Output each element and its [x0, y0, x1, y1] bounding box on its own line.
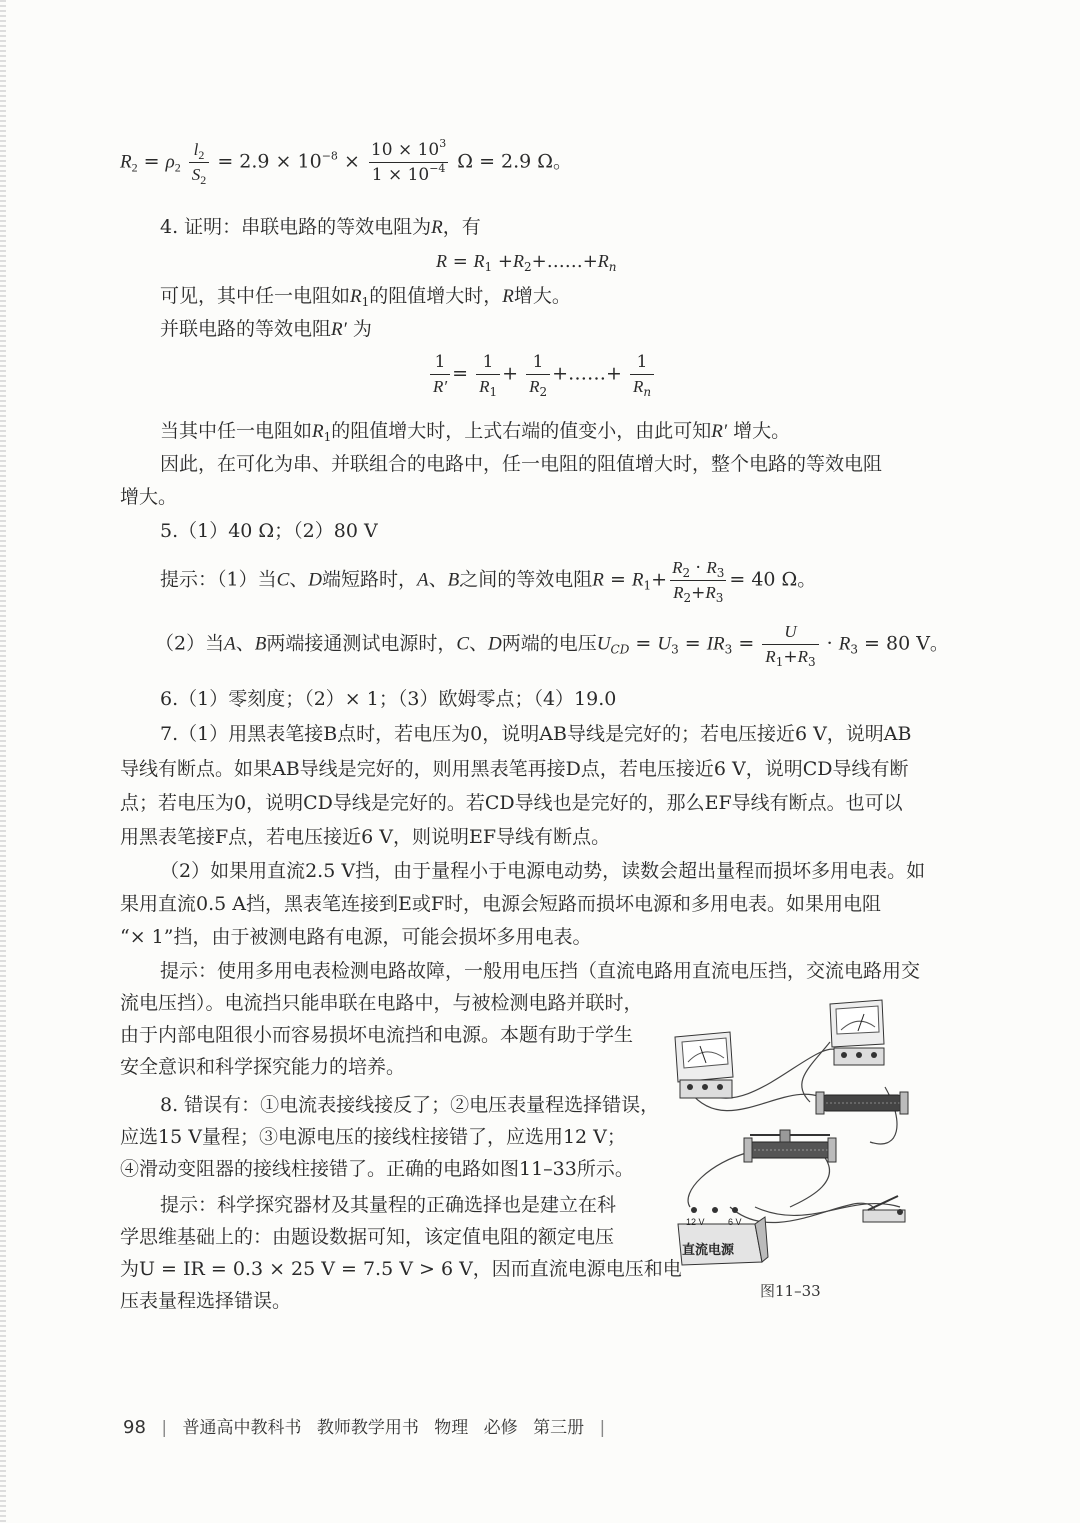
q5-hint-2: （2）当A、B两端接通测试电源时，C、D两端的电压$U_{CD} = U_3 = IR_3$ = $\frac{U}{R_1+R_3}$ · $R_3 = 80$ V。 — [155, 622, 949, 669]
label-12v: 12 V — [686, 1217, 705, 1227]
q8-line-3: ④滑动变阻器的接线柱接错了。正确的电路如图11–33所示。 — [120, 1158, 634, 1180]
footer-course: 必修 — [483, 1418, 518, 1438]
fixed-resistor — [816, 1092, 908, 1114]
footer-volume: 第三册 — [533, 1418, 585, 1438]
figure-caption: 图11–33 — [760, 1282, 821, 1300]
q8-line-2: 应选15 V量程；③电源电压的接线柱接错了，应选用12 V； — [120, 1126, 626, 1148]
page-edge-texture — [0, 0, 6, 1523]
q7-line-2: 导线有断点。如果AB导线是完好的，则用黑表笔再接D点，若电压接近6 V，说明CD导线有断 — [120, 758, 909, 780]
dc-power-supply — [678, 1207, 768, 1265]
footer-book: 普通高中教科书 — [182, 1418, 302, 1438]
q5-answer: 5.（1）40 Ω；（2）80 V — [160, 520, 378, 542]
page-number: 98 — [123, 1417, 146, 1438]
switch — [863, 1196, 905, 1222]
circuit-figure — [670, 992, 922, 1267]
q4-paragraph-1: 可见，其中任一电阻如$R_1$的阻值增大时，R增大。 — [160, 285, 571, 309]
footer-subject: 物理 — [434, 1418, 469, 1438]
page-footer: 98 | 普通高中教科书 教师教学用书 物理 必修 第三册 | — [123, 1417, 606, 1438]
q7-line-3: 点；若电压为0，说明CD导线是完好的。若CD导线也是完好的，那么EF导线有断点。也可以 — [120, 792, 903, 814]
footer-title: 教师教学用书 — [316, 1418, 419, 1438]
hint-line-4: 安全意识和科学探究能力的培养。 — [120, 1056, 406, 1078]
hint-line-1: 提示：使用多用电表检测电路故障，一般用电压挡（直流电路用直流电压挡，交流电路用交 — [160, 960, 921, 982]
q6-answer: 6.（1）零刻度；（2）× 1；（3）欧姆零点；（4）19.0 — [160, 688, 617, 710]
q7-line-6: 果用直流0.5 A挡，黑表笔连接到E或F时，电源会短路而损坏电源和多用电表。如果用电阻 — [120, 893, 882, 915]
q8-line-5: 学思维基础上的：由题设数据可知，该定值电阻的额定电压 — [120, 1226, 615, 1248]
rheostat — [744, 1130, 836, 1162]
q4-paragraph-4: 因此，在可化为串、并联组合的电路中，任一电阻的阻值增大时，整个电路的等效电阻 — [160, 453, 883, 475]
q4-title: 4. 证明：串联电路的等效电阻为R，有 — [160, 216, 481, 238]
q4-paragraph-3: 当其中任一电阻如$R_1$的阻值增大时，上式右端的值变小，由此可知R′ 增大。 — [160, 420, 791, 444]
q7-line-1: 7.（1）用黑表笔接B点时，若电压为0，说明AB导线是完好的；若电压接近6 V，说明AB — [160, 723, 912, 745]
q8-line-6: 为U = IR = 0.3 × 25 V = 7.5 V > 6 V，因而直流电源电压和电 — [120, 1258, 682, 1280]
q8-line-1: 8. 错误有：①电流表接线接反了；②电压表量程选择错误， — [160, 1094, 660, 1116]
hint-line-3: 由于内部电阻很小而容易损坏电流挡和电源。本题有助于学生 — [120, 1024, 634, 1046]
q4-paragraph-4-cont: 增大。 — [120, 486, 178, 508]
q7-line-5: （2）如果用直流2.5 V挡，由于量程小于电源电动势，读数会超出量程而损坏多用电表。如 — [160, 860, 926, 882]
label-6v: 6 V — [728, 1217, 742, 1227]
q4-series-equation: $R = R_1$ $+R_2+\dots\dots+R_n$ — [436, 251, 617, 274]
q7-line-4: 用黑表笔接F点，若电压接近6 V，则说明EF导线有断点。 — [120, 826, 611, 848]
q8-line-7: 压表量程选择错误。 — [120, 1290, 292, 1312]
q7-line-7: “× 1”挡，由于被测电路有电源，可能会损坏多用电表。 — [120, 926, 592, 948]
meter-left — [675, 1032, 733, 1098]
meter-right — [830, 1000, 884, 1065]
q4-paragraph-2: 并联电路的等效电阻R′ 为 — [160, 318, 372, 340]
power-supply-label: 直流电源 — [682, 1243, 735, 1258]
q4-parallel-equation: $\frac{1}{R'}$ = $\frac{1}{R_1}$ + $\frac{1}{R_2}$ +……+ $\frac{1}{R_n}$ — [428, 352, 656, 397]
hint-line-2: 流电压挡）。电流挡只能串联在电路中，与被检测电路并联时， — [120, 992, 643, 1014]
formula-r2: $R_2 = \rho_2$ $\frac{l_2}{S_2}$ = $2.9 \times 10^{-8}$ × $\frac{10 \times 10^3}{1 \times 10^{-4}}$ Ω = 2.9 Ω。 — [120, 137, 573, 187]
q8-line-4: 提示：科学探究器材及其量程的正确选择也是建立在科 — [160, 1194, 617, 1216]
q5-hint-1: 提示：（1）当C、D端短路时，A、B之间的等效电阻$R = R_1+$ $\frac{R_2 \cdot R_3}{R_2+R_3}$ = 40 Ω。 — [160, 558, 817, 605]
